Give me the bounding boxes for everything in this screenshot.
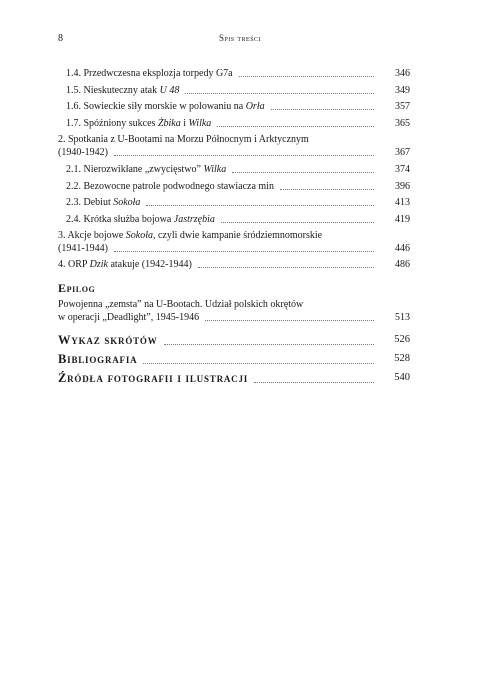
running-head: Spis treści (218, 33, 262, 43)
leader-dots (271, 109, 374, 110)
toc-entry-title-cont: (1940-1942) (58, 147, 108, 158)
leader-dots (114, 155, 374, 156)
toc-entry-bibliography[interactable] (58, 351, 410, 367)
toc-page-number: 346 (395, 68, 410, 79)
toc-entry-2-3[interactable] (66, 196, 410, 209)
leader-dots (164, 344, 374, 345)
toc-entry-title: 2. Spotkania z U-Bootami na Morzu Północnym i Arktycznym (58, 134, 309, 145)
toc-entry-abbreviations[interactable] (58, 332, 410, 348)
leader-dots (143, 363, 374, 364)
toc-entry-1-6[interactable] (66, 100, 410, 113)
toc-page-number: 528 (394, 353, 410, 364)
toc-entry-title: Powojenna „zemsta” na U-Bootach. Udział polskich okrętów (58, 299, 304, 310)
toc-entry-title: 3. Akcje bojowe Sokoła, czyli dwie kampanie śródziemnomorskie (58, 230, 323, 241)
leader-dots (280, 189, 374, 190)
toc-entry-title: Bibliografia (58, 352, 138, 366)
toc-entry-2-1[interactable] (66, 163, 410, 176)
toc-page-number: 367 (395, 147, 410, 158)
toc-entry-chapter-2[interactable] (58, 133, 410, 159)
toc-entry-title: 1.6. Sowieckie siły morskie w polowaniu na Orła (66, 101, 265, 112)
toc-entry-title: 1.4. Przedwczesna eksplozja torpedy G7a (66, 68, 233, 79)
toc-page-number: 486 (395, 259, 410, 270)
leader-dots (146, 205, 374, 206)
epilog-heading[interactable]: Epilog (58, 281, 96, 295)
toc-entry-title: 2.4. Krótka służba bojowa Jastrzębia (66, 214, 215, 225)
leader-dots (239, 76, 374, 77)
toc-entry-chapter-4[interactable] (58, 258, 410, 271)
toc-page-number: 513 (395, 312, 410, 323)
leader-dots (254, 382, 374, 383)
leader-dots (185, 93, 374, 94)
leader-dots (232, 172, 374, 173)
toc-page-number: 540 (394, 372, 410, 383)
toc-entry-1-4[interactable] (66, 67, 410, 80)
toc-page-number: 419 (395, 214, 410, 225)
toc-entry-1-5[interactable] (66, 84, 410, 97)
toc-entry-title-cont: (1941-1944) (58, 243, 108, 254)
toc-page-number: 396 (395, 181, 410, 192)
leader-dots (114, 251, 374, 252)
toc-entry-2-2[interactable] (66, 180, 410, 193)
page-number: 8 (58, 33, 63, 44)
toc-page-number: 526 (394, 334, 410, 345)
toc-page-number: 446 (395, 243, 410, 254)
toc-entry-title: Wykaz skrótów (58, 333, 158, 347)
table-of-contents (58, 0, 410, 690)
toc-page-number: 374 (395, 164, 410, 175)
toc-entry-title-cont: w operacji „Deadlight”, 1945-1946 (58, 312, 200, 323)
toc-entry-chapter-3[interactable] (58, 229, 410, 255)
leader-dots (198, 267, 374, 268)
toc-entry-1-7[interactable] (66, 117, 410, 130)
leader-dots (217, 126, 374, 127)
toc-entry-title: 1.7. Spóźniony sukces Żbika i Wilka (66, 118, 212, 129)
toc-page-number: 413 (395, 197, 410, 208)
toc-entry-title: 2.2. Bezowocne patrole podwodnego stawiacza min (66, 181, 274, 192)
toc-entry-photo-sources[interactable] (58, 370, 410, 386)
toc-entry-title: Źródła fotografii i ilustracji (58, 371, 249, 385)
toc-entry-2-4[interactable] (66, 213, 410, 226)
toc-page-number: 349 (395, 85, 410, 96)
leader-dots (221, 222, 374, 223)
toc-entry-title: 4. ORP Dzik atakuje (1942-1944) (58, 259, 192, 270)
leader-dots (205, 320, 374, 321)
toc-entry-title: 1.5. Nieskuteczny atak U 48 (66, 85, 180, 96)
toc-entry-epilog[interactable] (58, 298, 410, 324)
toc-page-number: 365 (395, 118, 410, 129)
toc-entry-title: 2.1. Nierozwikłane „zwycięstwo” Wilka (66, 164, 227, 175)
toc-entry-title: 2.3. Debiut Sokoła (66, 197, 141, 208)
toc-page-number: 357 (395, 101, 410, 112)
